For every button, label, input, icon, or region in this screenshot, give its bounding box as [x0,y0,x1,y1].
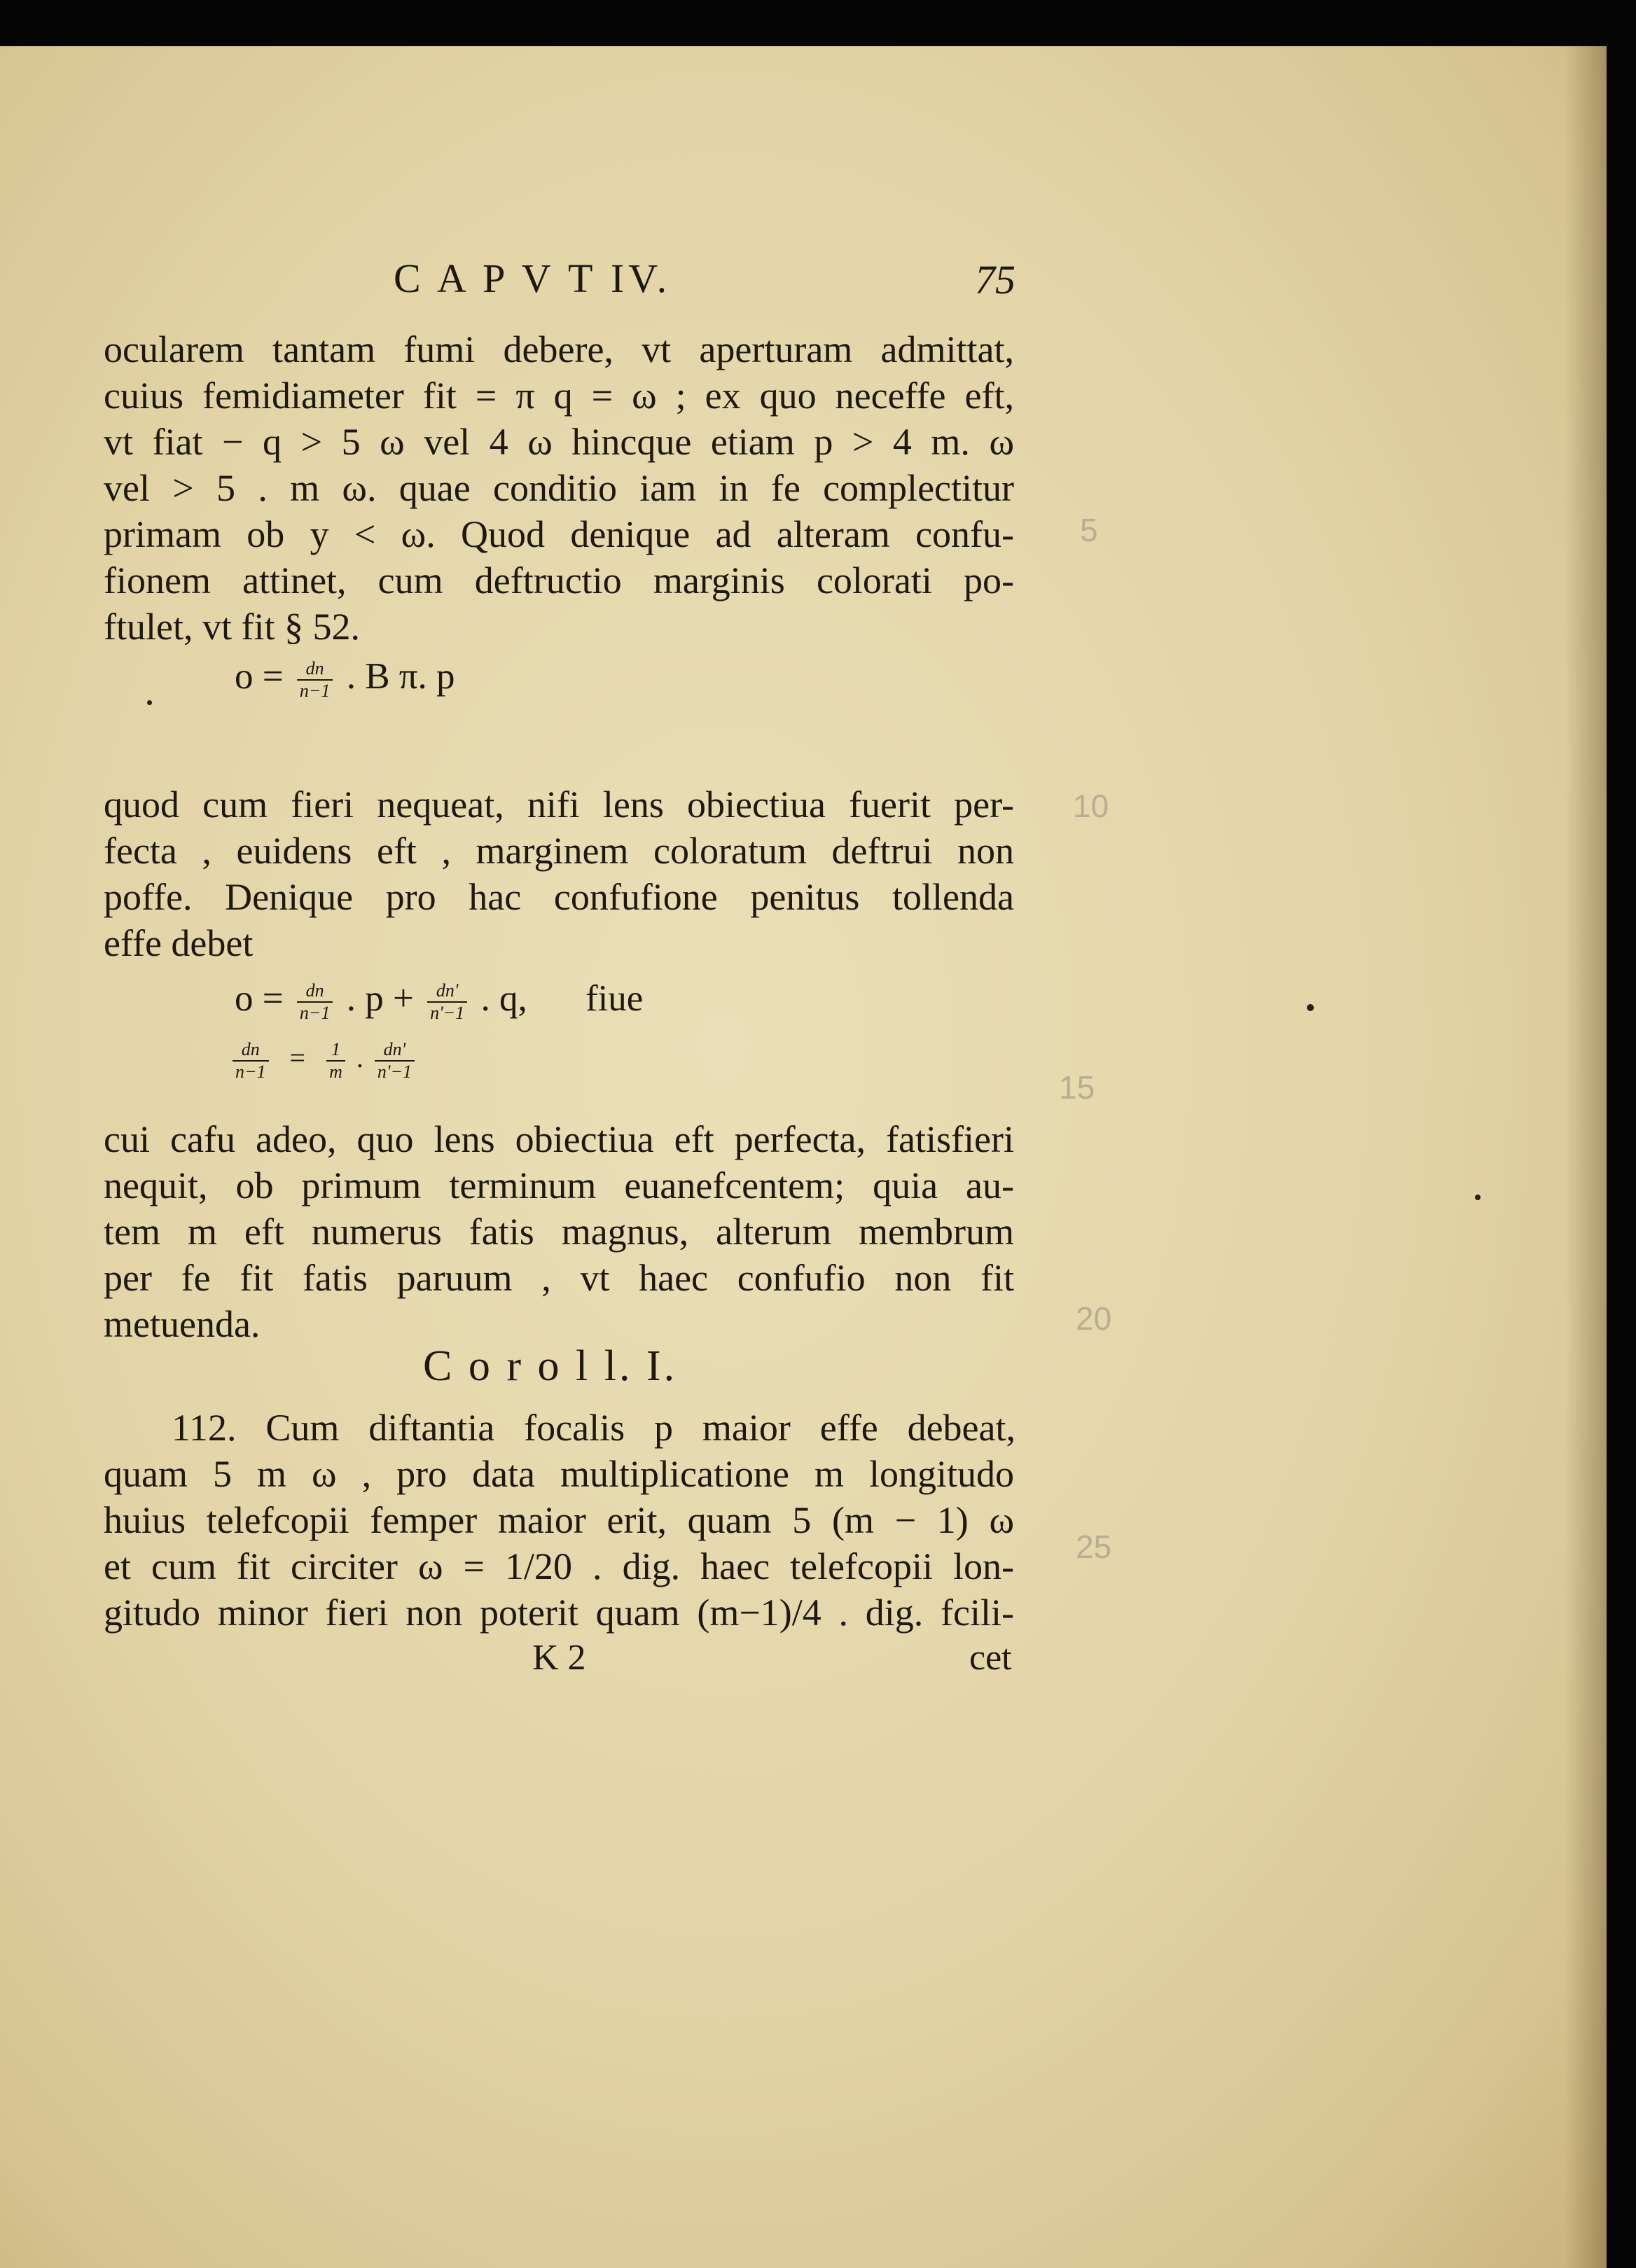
text-line: huius telefcopii femper maior erit, quam 5 (m − 1) ω [104,1499,1014,1541]
eq3-fraction-3 [375,1039,415,1083]
equation-1 [235,655,455,702]
page-number: 75 [975,257,1015,302]
eq1-numerator: dn [297,658,333,681]
eq2-mid: . p + [346,978,414,1019]
eq1-lhs: o = [235,656,284,697]
catchword: cet [969,1638,1012,1678]
text-line: 112. Cum diftantia focalis p maior effe debeat, [172,1407,1015,1449]
eq1-denominator: n−1 [299,680,331,701]
text-line: gitudo minor fieri non poterit quam (m−1)/4 . dig. fcili- [104,1592,1014,1634]
eq2-denominator-2: n'−1 [430,1002,465,1023]
eq3-denominator-1: n−1 [235,1062,266,1082]
eq1-fraction [297,658,333,702]
text-line: poffe. Denique pro hac confufione penitus tollenda [104,876,1014,918]
eq1-rest: . B π. p [346,656,455,697]
eq2-fraction-1 [297,980,333,1024]
margin-line-number: 25 [1076,1529,1112,1565]
margin-line-number: 15 [1059,1069,1095,1106]
margin-line-number: 20 [1076,1300,1112,1337]
eq3-fraction-2 [326,1039,345,1083]
eq3-numerator-1: dn [233,1039,269,1062]
margin-line-number: 5 [1080,512,1098,548]
text-line: tem m eft numerus fatis magnus, alterum membrum [104,1211,1014,1253]
eq2-lhs: o = [235,978,284,1019]
text-line: ocularem tantam fumi debere, vt aperturam admittat, [104,328,1014,370]
equation-2 [235,978,643,1024]
eq2-word: fiue [585,978,644,1019]
paper-speck [147,700,152,705]
text-line: cui cafu adeo, quo lens obiectiua eft perfecta, fatisfieri [104,1118,1014,1160]
eq3-numerator-3: dn' [375,1039,415,1062]
eq3-numerator-2: 1 [326,1039,345,1062]
book-page [0,46,1607,2268]
text-line: cuius femidiameter fit = π q = ω ; ex quo neceffe eft, [104,375,1014,417]
text-line: vt fiat − q > 5 ω vel 4 ω hincque etiam p > 4 m. ω [104,421,1014,463]
margin-line-number: 10 [1073,788,1109,824]
eq2-denominator-1: n−1 [299,1002,331,1023]
text-line: ftulet, vt fit § 52. [104,606,360,648]
eq3-dot: . [356,1042,363,1074]
eq2-numerator-1: dn [297,980,333,1003]
eq3-denominator-3: n'−1 [377,1062,412,1082]
signature-mark: K 2 [532,1638,586,1678]
text-line: effe debet [104,922,254,964]
eq3-denominator-2: m [329,1062,342,1082]
text-line: et cum fit circiter ω = 1/20 . dig. haec telefcopii lon- [104,1545,1014,1587]
text-line: primam ob y < ω. Quod denique ad alteram confu- [104,513,1014,555]
text-line: quam 5 m ω , pro data multiplicatione m longitudo [104,1453,1014,1495]
equation-3 [228,1039,419,1083]
paper-speck [1475,1195,1481,1200]
chapter-header: C A P V T IV. [394,256,672,301]
eq2-end: . q, [480,978,527,1019]
text-line: metuenda. [104,1303,261,1345]
text-line: quod cum fieri nequeat, nifi lens obiectiua fuerit per- [104,784,1014,826]
eq2-fraction-2 [427,980,467,1024]
text-line: fecta , euidens eft , marginem coloratum deftrui non [104,830,1014,872]
paper-speck [1307,1004,1314,1011]
text-line: nequit, ob primum terminum euanefcentem; quia au- [104,1164,1014,1206]
eq2-numerator-2: dn' [427,980,467,1003]
eq3-fraction-1 [233,1039,269,1083]
text-line: fionem attinet, cum deftructio marginis colorati po- [104,559,1014,601]
text-line: per fe fit fatis paruum , vt haec confufio non fit [104,1257,1014,1299]
text-line: vel > 5 . m ω. quae conditio iam in fe complectitur [104,467,1014,509]
section-title: C o r o l l. I. [423,1342,678,1390]
eq3-operator: = [289,1042,306,1074]
